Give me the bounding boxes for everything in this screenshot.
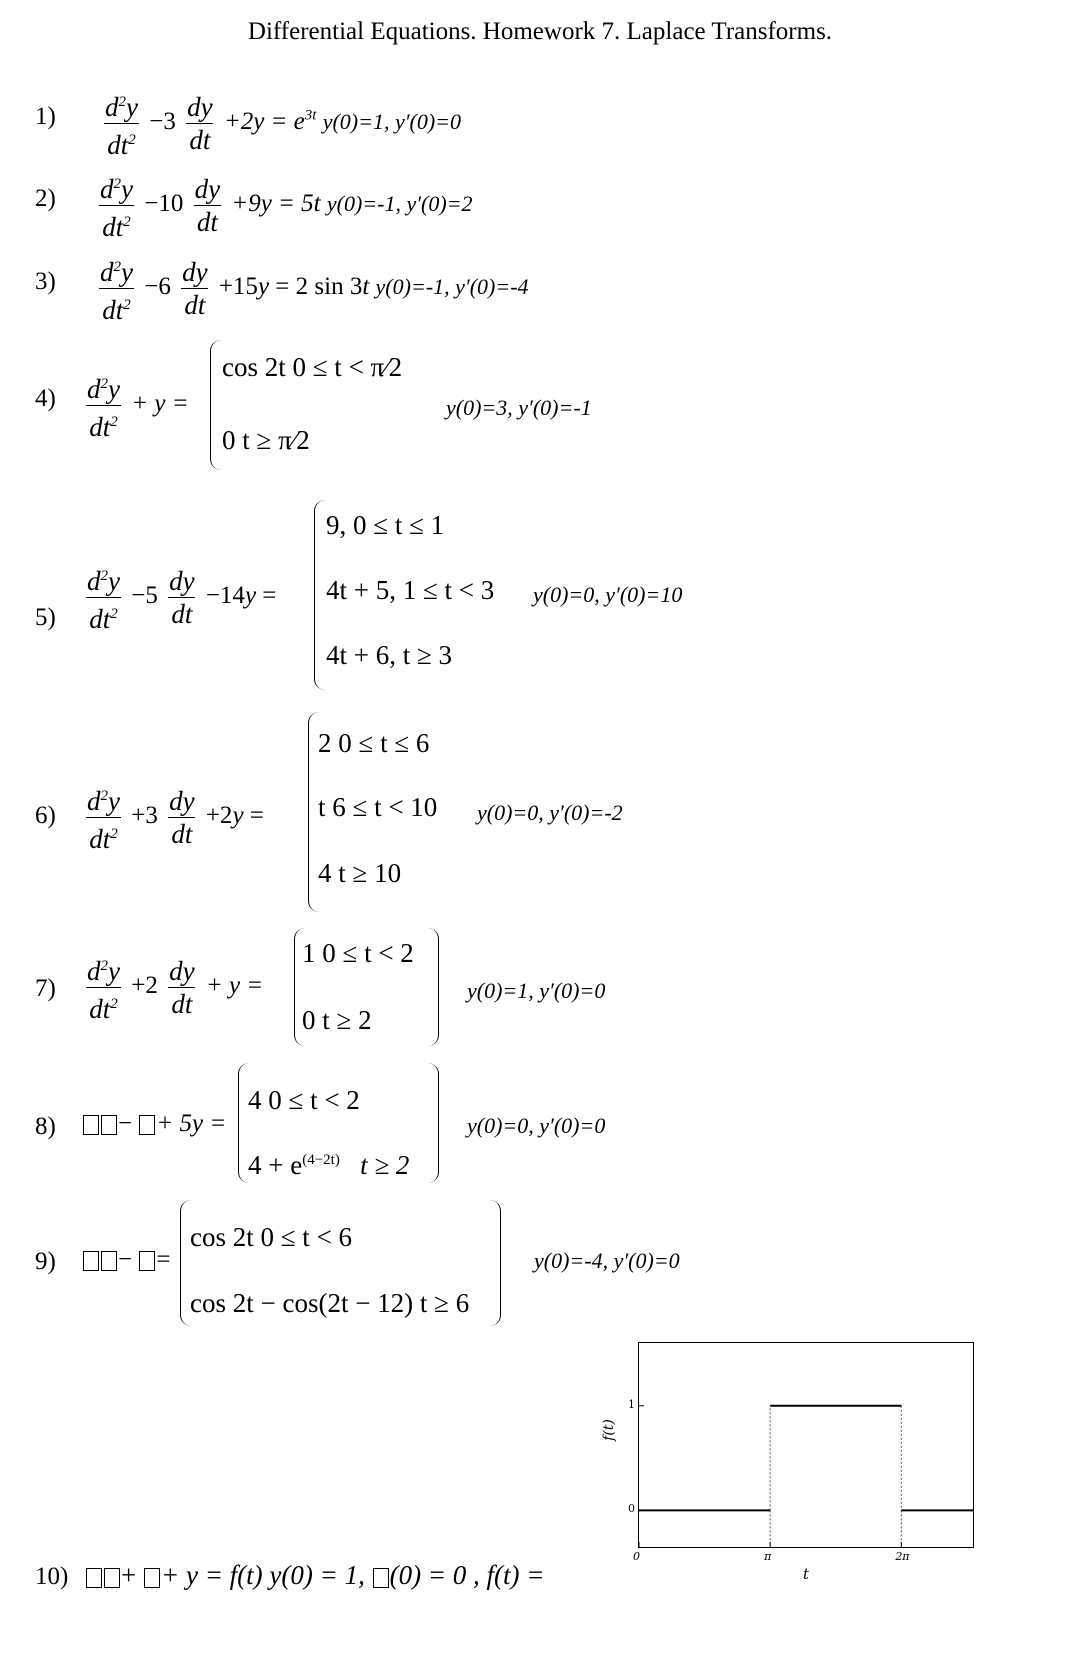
- problem-9-case-2: cos 2t − cos(2t − 12) t ≥ 6: [190, 1288, 470, 1318]
- problem-3-initial-conditions: y(0)=-1, y′(0)=-4: [375, 274, 529, 300]
- problem-5-case-3: 4t + 6, t ≥ 3: [326, 640, 453, 670]
- missing-glyph-icon: [144, 1568, 160, 1588]
- problem-9-case-1: cos 2t 0 ≤ t < 6: [190, 1222, 353, 1252]
- problem-8-number: 8): [35, 1113, 56, 1140]
- problem-4-case-2: 0 t ≥ π⁄2: [222, 425, 310, 455]
- problem-1-number: 1): [35, 103, 56, 130]
- dy-dt-fraction: $\frac{dy}{dt}$: [187, 92, 213, 155]
- problem-4-lhs: $\frac{d^2y}{dt^2}$ + y =: [87, 374, 189, 442]
- problem-6-case-1: 2 0 ≤ t ≤ 6: [318, 728, 430, 758]
- problem-8-case-1: 4 0 ≤ t < 2: [248, 1085, 360, 1115]
- problem-3-number: 3): [35, 268, 56, 295]
- problem-4-initial-conditions: y(0)=3, y′(0)=-1: [446, 395, 592, 420]
- page-title: Differential Equations. Homework 7. Laplace Transforms.: [247, 18, 833, 45]
- x-tick-label: π: [764, 1550, 772, 1563]
- problem-2-equation: $\frac{d^2y}{dt^2}$ −10 $\frac{dy}{dt}$ +9y = 5t y(0)=-1, y′(0)=2: [100, 174, 473, 242]
- problem-4-number: 4): [35, 385, 56, 412]
- problem-2-initial-conditions: y(0)=-1, y′(0)=2: [326, 191, 473, 217]
- missing-glyph-icon: [139, 1251, 155, 1271]
- problem-8-lhs: − + 5y =: [82, 1110, 226, 1138]
- problem-8-initial-conditions: y(0)=0, y′(0)=0: [467, 1113, 606, 1138]
- missing-glyph-icon: [101, 1251, 117, 1271]
- problem-9-right-brace: [490, 1200, 501, 1326]
- d2y-dt2-fraction: $\frac{d^2y}{dt^2}$: [105, 92, 138, 160]
- missing-glyph-icon: [373, 1568, 389, 1588]
- missing-glyph-icon: [86, 1568, 102, 1588]
- problem-5-lhs: $\frac{d^2y}{dt^2}$ −5 $\frac{dy}{dt}$ −14y =: [87, 566, 277, 634]
- missing-glyph-icon: [83, 1251, 99, 1271]
- step-function-plot: [638, 1342, 974, 1548]
- missing-glyph-icon: [104, 1568, 120, 1588]
- problem-5-number: 5): [35, 604, 56, 631]
- problem-6-lhs: $\frac{d^2y}{dt^2}$ +3 $\frac{dy}{dt}$ +2y =: [87, 786, 264, 854]
- problem-7-lhs: $\frac{d^2y}{dt^2}$ +2 $\frac{dy}{dt}$ + y =: [87, 956, 264, 1024]
- problem-3-equation: $\frac{d^2y}{dt^2}$ −6 $\frac{dy}{dt}$ +15y = 2 sin 3t y(0)=-1, y′(0)=-4: [100, 257, 529, 325]
- problem-8-case-2: $4 + e^{(4-2t)}$ t ≥ 2: [248, 1150, 410, 1180]
- problem-6-case-3: 4 t ≥ 10: [318, 858, 402, 888]
- problem-8-right-brace: [428, 1063, 439, 1183]
- problem-9-initial-conditions: y(0)=-4, y′(0)=0: [534, 1248, 680, 1273]
- x-axis-label: t: [803, 1565, 810, 1583]
- problem-7-right-brace: [428, 928, 439, 1046]
- problem-6-case-2: t 6 ≤ t < 10: [318, 792, 438, 822]
- missing-glyph-icon: [83, 1115, 99, 1135]
- problem-9-number: 9): [35, 1248, 56, 1275]
- problem-6-number: 6): [35, 802, 56, 829]
- problem-9-lhs: − =: [82, 1246, 170, 1274]
- y-axis-label: f(t): [600, 1419, 617, 1441]
- y-tick-label: 1: [628, 1397, 635, 1411]
- problem-10-equation: + + y = f(t) y(0) = 1, (0) = 0 , f(t) =: [85, 1560, 545, 1591]
- problem-5-brace: [314, 500, 325, 690]
- x-tick-label: 0: [633, 1550, 640, 1563]
- problem-5-case-2: 4t + 5, 1 ≤ t < 3: [326, 575, 495, 605]
- problem-7-initial-conditions: y(0)=1, y′(0)=0: [467, 978, 606, 1003]
- missing-glyph-icon: [101, 1115, 117, 1135]
- problem-7-case-2: 0 t ≥ 2: [302, 1005, 372, 1035]
- problem-2-number: 2): [35, 185, 56, 212]
- problem-5-initial-conditions: y(0)=0, y′(0)=10: [533, 582, 683, 607]
- x-tick-label: 2π: [895, 1550, 910, 1563]
- y-tick-label: 0: [628, 1502, 635, 1516]
- problem-4-case-1: cos 2t 0 ≤ t < π⁄2: [222, 352, 403, 382]
- problem-10-number: 10): [35, 1563, 69, 1590]
- problem-4-brace: [210, 340, 221, 470]
- problem-5-case-1: 9, 0 ≤ t ≤ 1: [326, 510, 445, 540]
- missing-glyph-icon: [139, 1115, 155, 1135]
- step-function-chart: [639, 1343, 973, 1547]
- problem-1-equation: $\frac{d^2y}{dt^2}$ −3 $\frac{dy}{dt}$ $+2y = e^{3t}$ y(0)=1, y′(0)=0: [100, 86, 461, 161]
- problem-6-initial-conditions: y(0)=0, y′(0)=-2: [477, 800, 623, 825]
- problem-7-number: 7): [35, 975, 56, 1002]
- problem-1-initial-conditions: y(0)=1, y′(0)=0: [322, 109, 462, 135]
- problem-7-case-1: 1 0 ≤ t < 2: [302, 938, 414, 968]
